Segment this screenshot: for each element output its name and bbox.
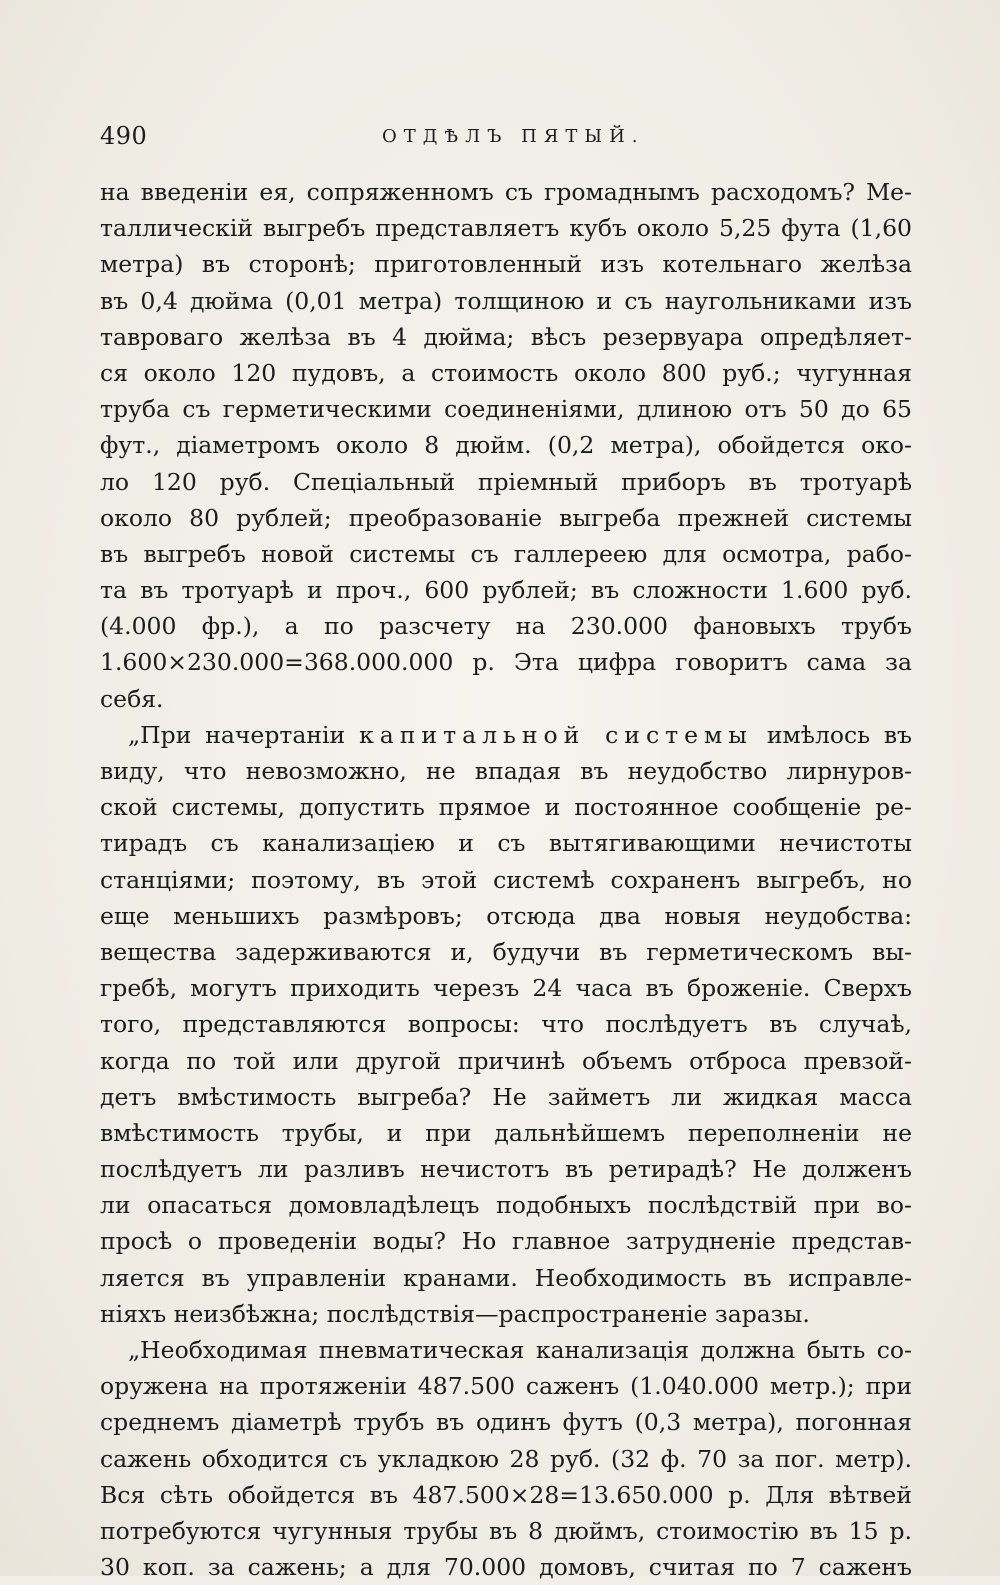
- text-line: въ выгребъ новой системы съ галлереею для осмотра, рабо-: [100, 539, 912, 568]
- body-text: [100, 174, 912, 1585]
- text-line: на введеніи ея, сопряженномъ съ громаднымъ расходомъ? Ме-: [100, 178, 912, 206]
- text-line: вещества задерживаются и, будучи въ герметическомъ вы-: [100, 937, 912, 966]
- text-line: просѣ о проведеніи воды? Но главное затрудненіе представ-: [100, 1227, 912, 1256]
- text-line: себя.: [100, 684, 164, 713]
- text-line: среднемъ діаметрѣ трубъ въ одинъ футъ (0,3 метра), погонная: [100, 1408, 912, 1437]
- text-line: труба съ герметическими соединеніями, длиною отъ 50 до 65: [100, 395, 912, 424]
- running-head: [100, 122, 912, 162]
- text-line: потребуются чугунныя трубы въ 8 дюймъ, стоимостію въ 15 р.: [100, 1516, 912, 1545]
- text-line: ли опасаться домовладѣлецъ подобныхъ послѣдствій при во-: [100, 1191, 912, 1220]
- text-line: около 80 рублей; преобразованіе выгреба прежней системы: [100, 503, 912, 532]
- text-line: ской системы, допустить прямое и постоянное сообщеніе ре-: [100, 793, 912, 822]
- text-line: ніяхъ неизбѣжна; послѣдствія—распространеніе заразы.: [100, 1299, 810, 1328]
- paragraph-first-line: „Необходимая пневматическая канализація должна быть со-: [128, 1336, 912, 1364]
- text-line: та въ тротуарѣ и проч., 600 рублей; въ сложности 1.600 руб.: [100, 576, 912, 605]
- text-line: ляется въ управленіи кранами. Необходимость въ исправле-: [100, 1263, 912, 1292]
- text-line: фут., діаметромъ около 8 дюйм. (0,2 метра), обойдется око-: [100, 431, 912, 460]
- text-line: 1.600×230.000=368.000.000 р. Эта цифра говоритъ сама за: [100, 648, 912, 677]
- text-segment: „При начертаніи: [128, 720, 360, 749]
- text-line: оружена на протяженіи 487.500 саженъ (1.040.000 метр.); при: [100, 1372, 912, 1401]
- text-line: сажень обходится съ укладкою 28 руб. (32 ф. 70 за пог. метр).: [100, 1444, 912, 1473]
- text-line: Вся сѣть обойдется въ 487.500×28=13.650.000 р. Для вѣтвей: [100, 1480, 912, 1509]
- text-line: таллическій выгребъ представляетъ кубъ около 5,25 фута (1,60: [100, 214, 912, 243]
- text-line: 30 коп. за сажень; а для 70.000 домовъ, считая по 7 саженъ: [100, 1553, 912, 1582]
- text-line: гребѣ, могутъ приходить черезъ 24 часа въ броженіе. Сверхъ: [100, 974, 912, 1003]
- text-line: станціями; поэтому, въ этой системѣ сохраненъ выгребъ, но: [100, 865, 912, 894]
- text-line: ло 120 руб. Спеціальный пріемный приборъ въ тротуарѣ: [100, 467, 912, 496]
- text-line: метра) въ сторонѣ; приготовленный изъ котельнаго желѣза: [100, 250, 912, 279]
- text-line: когда по той или другой причинѣ объемъ отброса превзой-: [100, 1046, 912, 1075]
- text-line: тирадъ съ канализаціею и съ вытягивающими нечистоты: [100, 829, 912, 858]
- text-line: ся около 120 пудовъ, а стоимость около 800 руб.; чугунная: [100, 358, 912, 387]
- text-line: послѣдуетъ ли разливъ нечистотъ въ ретирадѣ? Не долженъ: [100, 1155, 912, 1184]
- text-line: въ 0,4 дюйма (0,01 метра) толщиною и съ наугольниками изъ: [100, 286, 912, 315]
- text-line: детъ вмѣстимость выгреба? Не займетъ ли жидкая масса: [100, 1082, 912, 1111]
- spaced-emphasis: капитальной системы: [359, 720, 754, 749]
- paragraph-first-line: [100, 717, 912, 753]
- page-number: 490: [100, 122, 148, 150]
- section-title: ОТДѢЛЪ ПЯТЫЙ.: [382, 126, 645, 147]
- text-segment: имѣлось въ: [753, 720, 913, 749]
- text-line: того, представляются вопросы: что послѣдуетъ въ случаѣ,: [100, 1010, 912, 1039]
- text-line: виду, что невозможно, не впадая въ неудобство лирнуров-: [100, 757, 912, 785]
- text-line: вмѣстимость трубы, и при дальнѣйшемъ переполненіи не: [100, 1118, 912, 1147]
- text-line: тавроваго желѣза въ 4 дюйма; вѣсъ резервуара опредѣляет-: [100, 322, 912, 351]
- text-line: еще меньшихъ размѣровъ; отсюда два новыя неудобства:: [100, 901, 912, 930]
- text-line: (4.000 фр.), а по разсчету на 230.000 фановыхъ трубъ: [100, 612, 912, 641]
